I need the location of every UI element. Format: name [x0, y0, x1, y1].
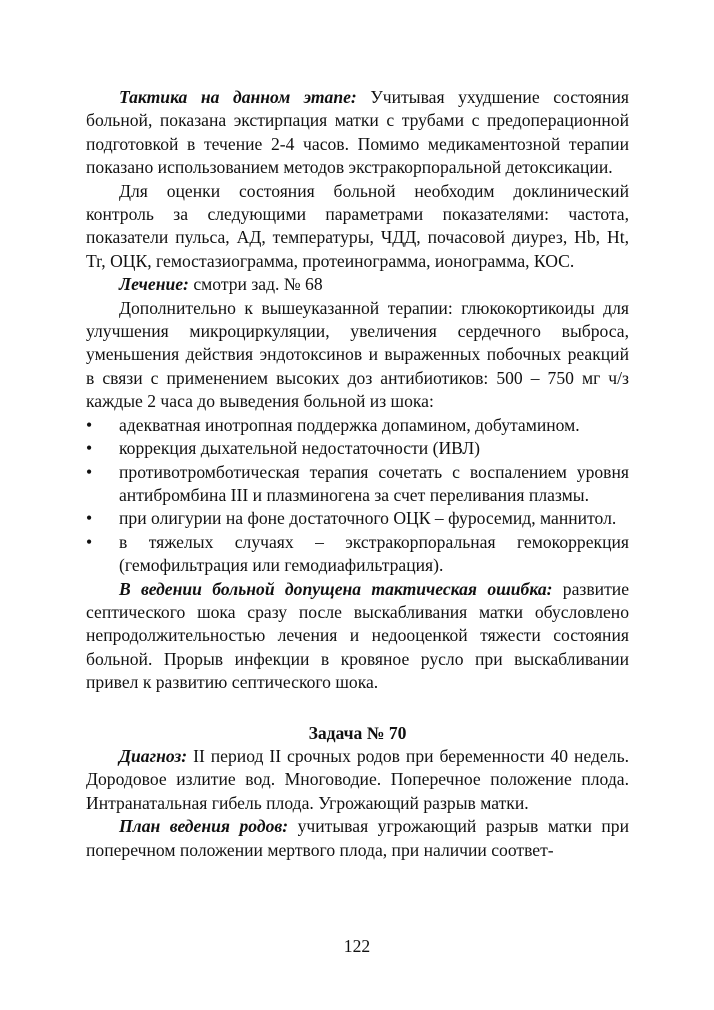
- delivery-plan-lead: План ведения родов:: [119, 816, 289, 837]
- additional-therapy-paragraph: Дополнительно к вышеуказанной терапии: глюкокортикоиды для улучшения микроциркуляции, увеличения сердечного выброса, уменьшения действия эндотоксинов и выраженных побочных реакций в связи с применением высоких доз антибиотиков: 500 – 750 мг ч/з каждые 2 часа до выведения больной из шока:: [86, 297, 629, 412]
- delivery-plan-paragraph: [86, 815, 629, 862]
- diagnosis-paragraph: [86, 745, 629, 815]
- list-item: [86, 507, 629, 530]
- monitoring-paragraph: Для оценки состояния больной необходим доклинический контроль за следующими параметрами показателями: частота, показатели пульса, АД, температуры, ЧДД, почасовой диурез, Hb, Ht, Tr, ОЦК, гемостазиограмма, протеинограмма, ионограмма, КОС.: [86, 180, 629, 271]
- page-number: 122: [343, 936, 371, 956]
- list-item-text: противотромботическая терапия сочетать с воспалением уровня антибромбина III и плазминогена за счет переливания плазмы.: [119, 461, 629, 505]
- diagnosis-text: II период II срочных родов при беременности 40 недель. Дородовое излитие вод. Многоводие. Поперечное положение плода. Интранатальная гибель плода. Угрожающий разрыв матки.: [86, 745, 629, 813]
- list-item: [86, 414, 629, 437]
- error-lead: В ведении больной допущена тактическая ошибка:: [119, 578, 553, 599]
- list-item-text: адекватная инотропная поддержка допамином, добутамином.: [119, 414, 580, 435]
- error-paragraph: [86, 578, 629, 695]
- diagnosis-lead: Диагноз:: [119, 745, 188, 766]
- bullet-icon: •: [86, 461, 93, 482]
- error-text: развитие септического шока сразу после выскабливания матки обусловлено непродолжительностью лечения и недооценкой тяжести состояния больной. Прорыв инфекции в кровяное русло при выскабливании привел к развитию септического шока.: [86, 578, 630, 693]
- bullet-icon: •: [86, 414, 93, 435]
- therapy-bullet-list: [86, 414, 629, 578]
- tactics-paragraph: [86, 86, 629, 180]
- list-item-text: в тяжелых случаях – экстракорпоральная гемокоррекция (гемофильтрация или гемодиафильтрация).: [119, 531, 629, 576]
- tactics-lead: Тактика на данном этапе:: [119, 87, 357, 107]
- list-item: [86, 437, 629, 460]
- document-page: [86, 86, 629, 862]
- list-item: [86, 461, 629, 508]
- bullet-icon: •: [86, 508, 93, 529]
- delivery-plan-text: учитывая угрожающий разрыв матки при поперечном положении мертвого плода, при наличии соответ-: [86, 816, 629, 860]
- bullet-icon: •: [86, 438, 93, 459]
- list-item-text: коррекция дыхательной недостаточности (ИВЛ): [119, 438, 481, 459]
- treatment-lead: Лечение:: [119, 274, 189, 295]
- list-item: [86, 531, 629, 578]
- treatment-paragraph: [86, 273, 629, 296]
- task-heading: Задача № 70: [308, 722, 407, 743]
- tactics-text: Учитывая ухудшение состояния больной, показана экстирпация матки с трубами с предоперационной подготовкой в течение 2-4 часов. Помимо медикаментозной терапии показано использованием методов экстракорпоральной детоксикации.: [86, 87, 629, 178]
- list-item-text: при олигурии на фоне достаточного ОЦК – фуросемид, маннитол.: [119, 508, 617, 529]
- treatment-text: смотри зад. № 68: [188, 274, 323, 295]
- bullet-icon: •: [86, 531, 93, 552]
